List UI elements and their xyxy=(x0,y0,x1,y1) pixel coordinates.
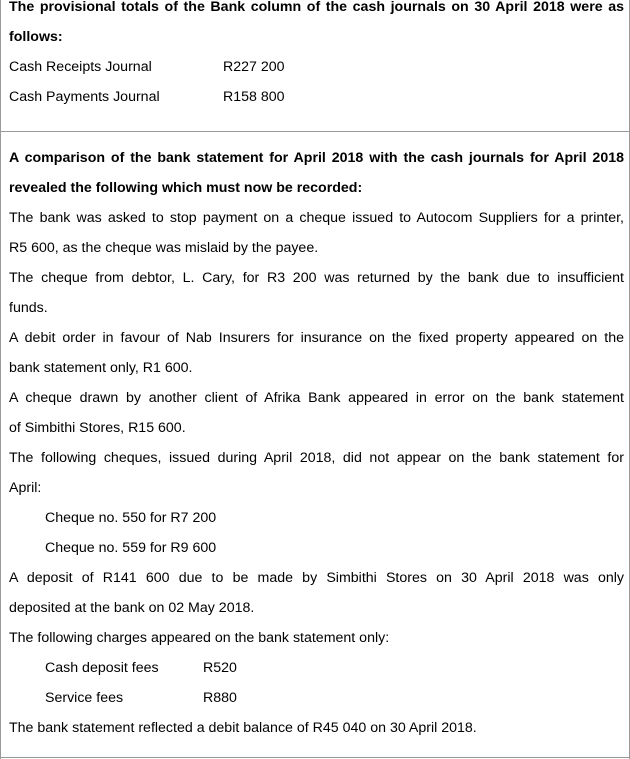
error-cheque-line-2: of Simbithi Stores, R15 600. xyxy=(9,420,186,436)
totals-row-receipts xyxy=(9,58,624,76)
deposit-line-1: A deposit of R141 600 due to be made by Simbithi Stores on 30 April 2018 was only xyxy=(9,570,624,586)
debit-order-line-2: bank statement only, R1 600. xyxy=(9,360,193,376)
deposit-line-2: deposited at the bank on 02 May 2018. xyxy=(9,600,255,616)
totals-value: R227 200 xyxy=(223,59,285,75)
cheque-item: Cheque no. 559 for R9 600 xyxy=(45,540,217,556)
section-divider xyxy=(1,131,630,132)
charge-label: Cash deposit fees xyxy=(45,660,159,676)
charge-value: R880 xyxy=(203,690,237,706)
outstanding-cheques-line-1: The following cheques, issued during April 2018, did not appear on the bank statement for xyxy=(9,450,624,466)
totals-label: Cash Receipts Journal xyxy=(9,59,152,75)
intro-line-1: The provisional totals of the Bank column of the cash journals on 30 April 2018 were as xyxy=(9,0,624,15)
charge-label: Service fees xyxy=(45,690,124,706)
cheque-item: Cheque no. 550 for R7 200 xyxy=(45,510,217,526)
bottom-rule xyxy=(1,757,630,758)
outstanding-cheques-line-2: April: xyxy=(9,480,42,496)
charge-value: R520 xyxy=(203,660,237,676)
comparison-line-2: revealed the following which must now be recorded: xyxy=(9,180,363,196)
stop-payment-line-1: The bank was asked to stop payment on a cheque issued to Autocom Suppliers for a printer, xyxy=(9,210,624,226)
error-cheque-line-1: A cheque drawn by another client of Afrika Bank appeared in error on the bank statement xyxy=(9,390,624,406)
debit-order-line-1: A debit order in favour of Nab Insurers for insurance on the fixed property appeared on the xyxy=(9,330,624,346)
totals-row-payments xyxy=(9,88,624,106)
totals-value: R158 800 xyxy=(223,89,285,105)
intro-line-2: follows: xyxy=(9,29,63,45)
stop-payment-line-2: R5 600, as the cheque was mislaid by the payee. xyxy=(9,240,319,256)
charges-intro: The following charges appeared on the bank statement only: xyxy=(9,630,390,646)
charges-row-deposit-fees xyxy=(45,659,630,677)
totals-label: Cash Payments Journal xyxy=(9,89,160,105)
balance-line: The bank statement reflected a debit balance of R45 040 on 30 April 2018. xyxy=(9,720,477,736)
returned-cheque-line-1: The cheque from debtor, L. Cary, for R3 200 was returned by the bank due to insufficient xyxy=(9,270,624,286)
returned-cheque-line-2: funds. xyxy=(9,300,48,316)
charges-row-service-fees xyxy=(45,689,630,707)
comparison-line-1: A comparison of the bank statement for April 2018 with the cash journals for April 2018 xyxy=(9,150,624,166)
